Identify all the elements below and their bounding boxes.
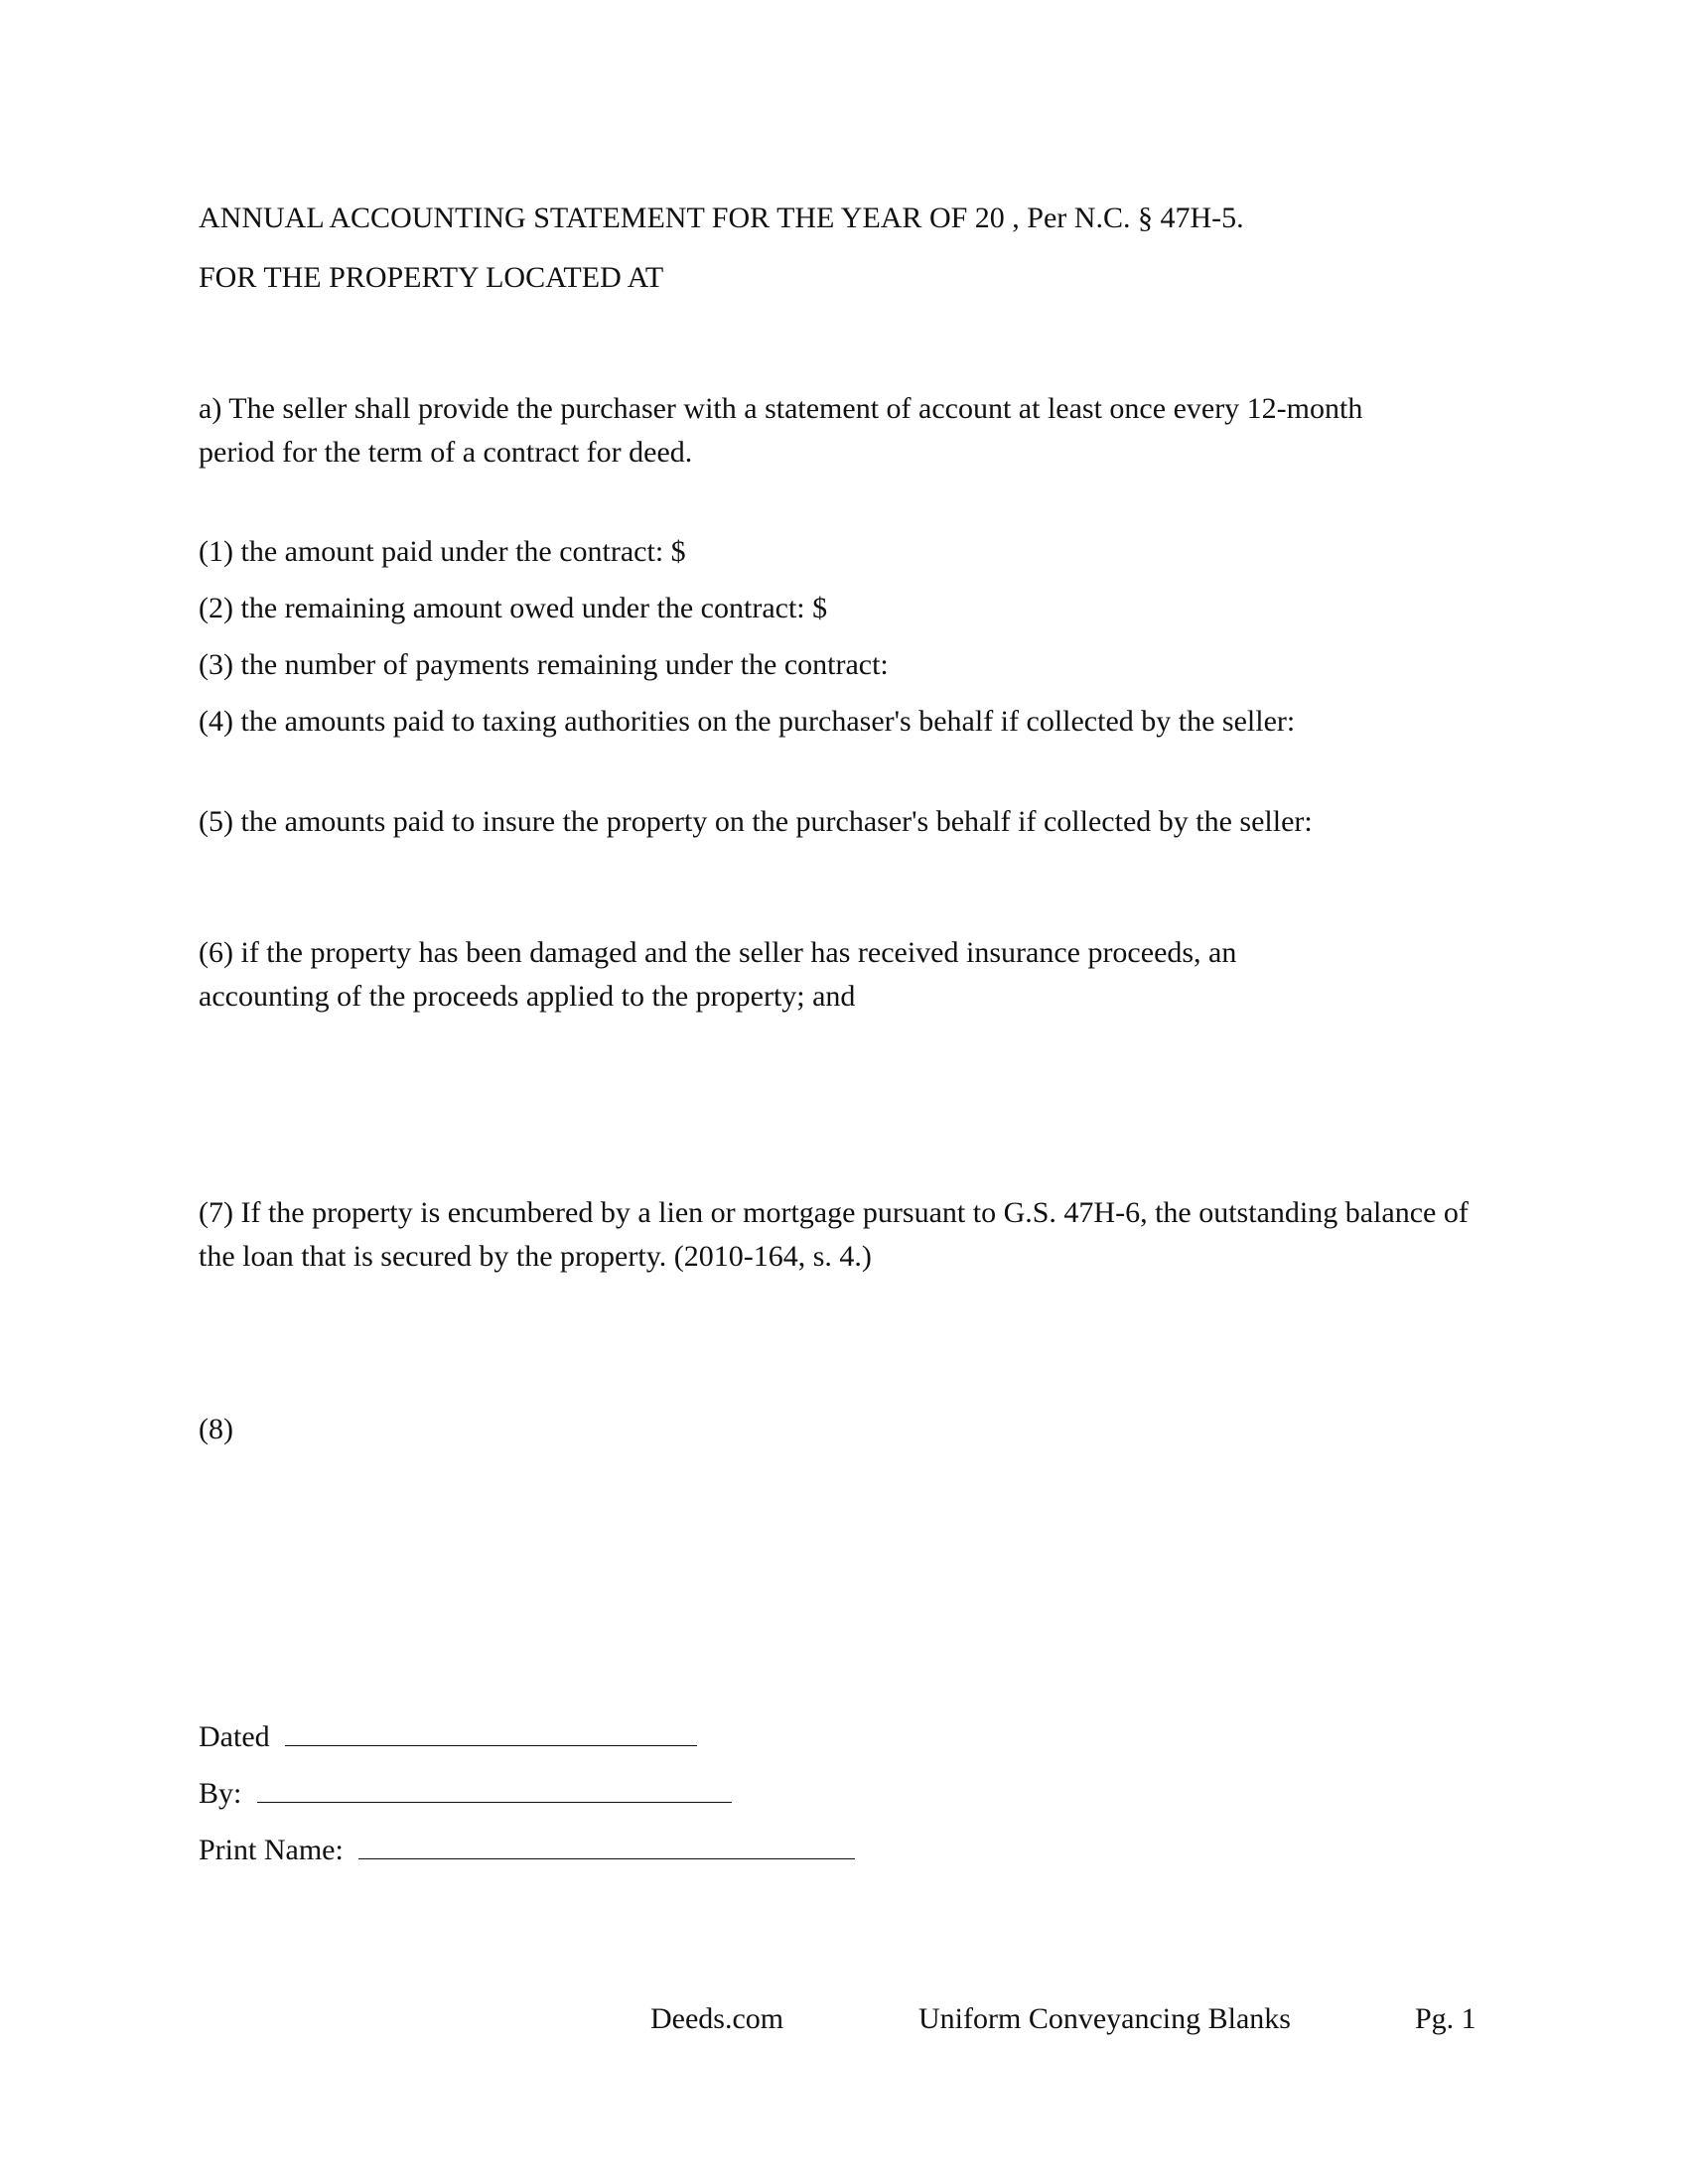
dated-field[interactable] xyxy=(285,1717,697,1746)
footer-site: Deeds.com xyxy=(650,2002,784,2035)
property-location-label: FOR THE PROPERTY LOCATED AT xyxy=(199,261,664,294)
item-8: (8) xyxy=(199,1413,233,1445)
item-4: (4) the amounts paid to taxing authorities on the purchaser's behalf if collected by the seller: xyxy=(199,705,1296,738)
by-label: By: xyxy=(199,1777,242,1810)
dated-label: Dated xyxy=(199,1720,270,1753)
print-name-field[interactable] xyxy=(358,1831,855,1859)
statement-title: ANNUAL ACCOUNTING STATEMENT FOR THE YEAR OF 20 , Per N.C. § 47H-5. xyxy=(199,202,1244,234)
item-2: (2) the remaining amount owed under the contract: $ xyxy=(199,592,828,624)
intro-paragraph: a) The seller shall provide the purchaser with a statement of account at least once every 12-month period for the term of a contract for deed. xyxy=(199,392,1363,469)
print-name-label: Print Name: xyxy=(199,1834,344,1866)
item-3: (3) the number of payments remaining under the contract: xyxy=(199,648,889,681)
dated-row xyxy=(199,1715,697,1759)
footer-page-number: Pg. 1 xyxy=(1415,2002,1477,2035)
footer-title: Uniform Conveyancing Blanks xyxy=(918,2002,1291,2035)
item-6: (6) if the property has been damaged and the seller has received insurance proceeds, an accounting of the proceeds applied to the property; and xyxy=(199,936,1237,1013)
item-1: (1) the amount paid under the contract: $ xyxy=(199,535,686,568)
by-row xyxy=(199,1772,732,1816)
item-5: (5) the amounts paid to insure the property on the purchaser's behalf if collected by the seller: xyxy=(199,805,1313,838)
item-7: (7) If the property is encumbered by a lien or mortgage pursuant to G.S. 47H-6, the outstanding balance of the loan that is secured by the property. (2010-164, s. 4.) xyxy=(199,1196,1469,1273)
by-signature-field[interactable] xyxy=(257,1774,732,1803)
print-name-row xyxy=(199,1829,855,1872)
